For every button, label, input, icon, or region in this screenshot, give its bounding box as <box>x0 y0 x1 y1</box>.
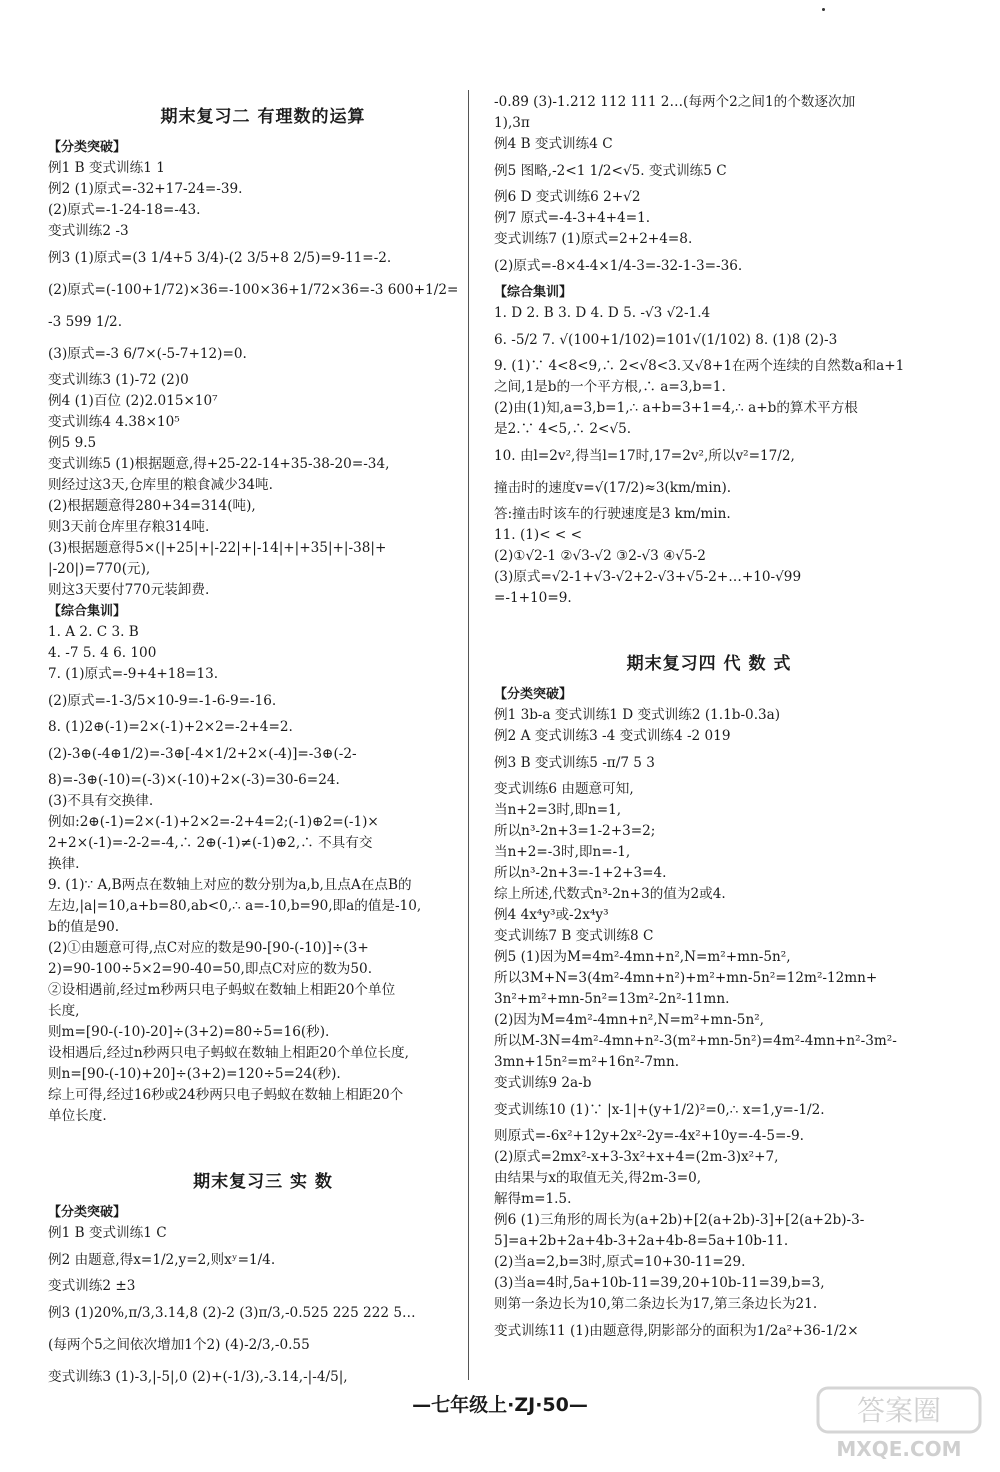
section-title-review-4: 期末复习四 代 数 式 <box>626 654 792 674</box>
watermark-top: 答案圈 <box>856 1394 942 1427</box>
text-line: (3)根据题意得5×(|+25|+|-22|+|-14|+|+35|+|-38|+ <box>48 540 387 556</box>
text-line: 【分类突破】 <box>494 687 573 702</box>
text-line: 11. (1)< < < <box>494 527 583 543</box>
text-line: 6. -5/2 7. √(100+1/102)=101√(1/102) 8. (1)8 (2)-3 <box>494 332 838 348</box>
text-line: 变式训练6 由题意可知, <box>494 781 634 797</box>
text-line: 变式训练7 B 变式训练8 C <box>494 928 654 944</box>
text-line: 例3 (1)原式=(3 1/4+5 3/4)-(2 3/5+8 2/5)=9-11=-2. <box>48 250 392 266</box>
text-line: 3mn+15n²=m²+16n²-7mn. <box>494 1054 680 1070</box>
text-line: 则原式=-6x²+12y+2x²-2y=-4x²+10y=-4-5=-9. <box>494 1128 804 1144</box>
text-line: 则3天前仓库里存粮314吨. <box>48 519 210 535</box>
text-line: (2)原式=-1-24-18=-43. <box>48 202 201 218</box>
text-line: 变式训练2 -3 <box>48 223 129 239</box>
text-line: 【分类突破】 <box>48 140 127 155</box>
text-line: 换律. <box>48 856 80 872</box>
right-column <box>494 92 924 1347</box>
text-line: (3)原式=√2-1+√3-√2+2-√3+√5-2+…+10-√99 <box>494 569 802 585</box>
text-line: 【综合集训】 <box>494 285 573 300</box>
text-line: -3 599 1/2. <box>48 314 123 330</box>
text-line: 4. -7 5. 4 6. 100 <box>48 645 157 661</box>
left-column <box>48 92 478 1393</box>
text-line: 例3 B 变式训练5 -π/7 5 3 <box>494 755 655 771</box>
text-line: (2)由(1)知,a=3,b=1,∴ a+b=3+1=4,∴ a+b的算术平方根 <box>494 400 858 416</box>
text-line: 10. 由l=2v²,得当l=17时,17=2v²,所以v²=17/2, <box>494 448 795 464</box>
text-line: 例如:2⊕(-1)=2×(-1)+2×2=-2+4=2;(-1)⊕2=(-1)× <box>48 814 379 830</box>
text-line: 综上所述,代数式n³-2n+3的值为2或4. <box>494 886 726 902</box>
text-line: 所以3M+N=3(4m²-4mn+n²)+m²+mn-5n²=12m²-12mn+ <box>494 970 878 986</box>
right-lines <box>494 92 924 609</box>
text-line: (2)原式=-8×4-4×1/4-3=-32-1-3=-36. <box>494 258 743 274</box>
text-line: |-20|)=770(元), <box>48 561 151 577</box>
corner-mark <box>822 8 825 11</box>
text-line: 变式训练3 (1)-3,|-5|,0 (2)+(-1/3),-3.14,-|-4/5|, <box>48 1369 348 1385</box>
right-lines-2 <box>494 684 924 1347</box>
text-line: (3)原式=-3 6/7×(-5-7+12)=0. <box>48 346 247 362</box>
text-line: 则n=[90-(-10)+20]÷(3+2)=120÷5=24(秒). <box>48 1066 341 1082</box>
page-footer: —七年级上·ZJ·50— <box>412 1394 588 1416</box>
text-line: (2)-3⊕(-4⊕1/2)=-3⊕[-4×1/2+2×(-4)]=-3⊕(-2- <box>48 746 357 762</box>
text-line: 8. (1)2⊕(-1)=2×(-1)+2×2=-2+4=2. <box>48 719 293 735</box>
text-line: 例3 (1)20%,π/3,3.14,8 (2)-2 (3)π/3,-0.525 225 222 5… <box>48 1305 416 1321</box>
text-line: 则第一条边长为10,第二条边长为17,第三条边长为21. <box>494 1296 818 1312</box>
text-line: 是2.∵ 4<5,∴ 2<√5. <box>494 421 632 437</box>
section-title-review-3: 期末复习三 实 数 <box>193 1172 333 1192</box>
text-line: (2)因为M=4m²-4mn+n²,N=m²+mn-5n², <box>494 1012 764 1028</box>
text-line: 综上可得,经过16秒或24秒两只电子蚂蚁在数轴上相距20个 <box>48 1087 404 1103</box>
text-line: 之间,1是b的一个平方根,∴ a=3,b=1. <box>494 379 726 395</box>
text-line: (3)不具有交换律. <box>48 793 154 809</box>
text-line: 9. (1)∵ A,B两点在数轴上对应的数分别为a,b,且点A在点B的 <box>48 877 412 893</box>
text-line: 7. (1)原式=-9+4+18=13. <box>48 666 219 682</box>
text-line: 所以n³-2n+3=1-2+3=2; <box>494 823 656 839</box>
text-line: (2)原式=-1-3/5×10-9=-1-6-9=-16. <box>48 693 277 709</box>
text-line: 例2 (1)原式=-32+17-24=-39. <box>48 181 243 197</box>
text-line: 当n+2=3时,即n=1, <box>494 802 622 818</box>
text-line: 则这3天要付770元装卸费. <box>48 582 210 598</box>
section-gap <box>494 609 924 639</box>
text-line: 8)=-3⊕(-10)=(-3)×(-10)+2×(-3)=30-6=24. <box>48 772 340 788</box>
text-line: 5]=a+2b+2a+4b-3+2a+4b-8=5a+10b-11. <box>494 1233 789 1249</box>
text-line: 变式训练3 (1)-72 (2)0 <box>48 372 189 388</box>
text-line: 单位长度. <box>48 1108 107 1124</box>
text-line: (2)根据题意得280+34=314(吨), <box>48 498 256 514</box>
watermark-logo <box>814 1384 984 1464</box>
text-line: 例4 B 变式训练4 C <box>494 136 613 152</box>
text-line: 1. D 2. B 3. D 4. D 5. -√3 √2-1.4 <box>494 305 711 321</box>
text-line: 当n+2=-3时,即n=-1, <box>494 844 631 860</box>
text-line: (2)①由题意可得,点C对应的数是90-[90-(-10)]÷(3+ <box>48 940 369 956</box>
text-line: =-1+10=9. <box>494 590 572 606</box>
text-line: (每两个5之间依次增加1个2) (4)-2/3,-0.55 <box>48 1337 310 1353</box>
text-line: 例6 (1)三角形的周长为(a+2b)+[2(a+2b)-3]+[2(a+2b)-3- <box>494 1212 865 1228</box>
text-line: 例5 图略,-2<1 1/2<√5. 变式训练5 C <box>494 163 727 179</box>
text-line: (3)当a=4时,5a+10b-11=39,20+10b-11=39,b=3, <box>494 1275 825 1291</box>
text-line: 变式训练5 (1)根据题意,得+25-22-14+35-38-20=-34, <box>48 456 390 472</box>
text-line: 例7 原式=-4-3+4+4=1. <box>494 210 651 226</box>
text-line: b的值是90. <box>48 919 120 935</box>
text-line: (2)原式=2mx²-x+3-3x²+x+4=(2m-3)x²+7, <box>494 1149 779 1165</box>
text-line: 则m=[90-(-10)-20]÷(3+2)=80÷5=16(秒). <box>48 1024 330 1040</box>
text-line: 长度, <box>48 1003 80 1019</box>
text-line: 2+2×(-1)=-2-2=-4,∴ 2⊕(-1)≠(-1)⊕2,∴ 不具有交 <box>48 835 373 851</box>
text-line: 则经过这3天,仓库里的粮食减少34吨. <box>48 477 273 493</box>
text-line: 【综合集训】 <box>48 604 127 619</box>
text-line: 例1 B 变式训练1 1 <box>48 160 165 176</box>
text-line: 由结果与x的取值无关,得2m-3=0, <box>494 1170 702 1186</box>
left-lines <box>48 137 478 1127</box>
section-title-review-2: 期末复习二 有理数的运算 <box>160 107 366 127</box>
text-line: 例5 9.5 <box>48 435 97 451</box>
text-line: 左边,|a|=10,a+b=80,ab<0,∴ a=-10,b=90,即a的值是-10, <box>48 898 422 914</box>
text-line: 所以M-3N=4m²-4mn+n²-3(m²+mn-5n²)=4m²-4mn+n²-3m²- <box>494 1033 897 1049</box>
text-line: 答:撞击时该车的行驶速度是3 km/min. <box>494 506 731 522</box>
watermark-bottom: MXQE.COM <box>836 1437 962 1461</box>
text-line: 2)=90-100÷5×2=90-40=50,即点C对应的数为50. <box>48 961 373 977</box>
text-line: (2)①√2-1 ②√3-√2 ③2-√3 ④√5-2 <box>494 548 706 564</box>
text-line: (2)当a=2,b=3时,原式=10+30-11=29. <box>494 1254 746 1270</box>
text-line: 解得m=1.5. <box>494 1191 572 1207</box>
text-line: 变式训练11 (1)由题意得,阴影部分的面积为1/2a²+36-1/2× <box>494 1323 859 1339</box>
text-line: 所以n³-2n+3=-1+2+3=4. <box>494 865 667 881</box>
text-line: 变式训练7 (1)原式=2+2+4=8. <box>494 231 693 247</box>
text-line: ②设相遇前,经过m秒两只电子蚂蚁在数轴上相距20个单位 <box>48 982 396 998</box>
text-line: 1),3π <box>494 115 530 131</box>
text-line: 【分类突破】 <box>48 1205 127 1220</box>
text-line: (2)原式=(-100+1/72)×36=-100×36+1/72×36=-3 600+1/2= <box>48 282 459 298</box>
left-lines-2 <box>48 1202 478 1393</box>
text-line: 例1 3b-a 变式训练1 D 变式训练2 (1.1b-0.3a) <box>494 707 781 723</box>
text-line: 例1 B 变式训练1 C <box>48 1225 167 1241</box>
section-gap <box>48 1127 478 1157</box>
text-line: 1. A 2. C 3. B <box>48 624 139 640</box>
text-line: 例5 (1)因为M=4m²-4mn+n²,N=m²+mn-5n², <box>494 949 791 965</box>
text-line: 变式训练10 (1)∵ |x-1|+(y+1/2)²=0,∴ x=1,y=-1/2. <box>494 1102 825 1118</box>
text-line: 例4 (1)百位 (2)2.015×10⁷ <box>48 393 218 409</box>
text-line: 9. (1)∵ 4<8<9,∴ 2<√8<3.又√8+1在两个连续的自然数a和a+1 <box>494 358 905 374</box>
text-line: 例6 D 变式训练6 2+√2 <box>494 189 641 205</box>
text-line: 变式训练2 ±3 <box>48 1278 136 1294</box>
text-line: 例2 A 变式训练3 -4 变式训练4 -2 019 <box>494 728 731 744</box>
text-line: 变式训练9 2a-b <box>494 1075 592 1091</box>
text-line: 例2 由题意,得x=1/2,y=2,则xʸ=1/4. <box>48 1252 276 1268</box>
text-line: 3n²+m²+mn-5n²=13m²-2n²-11mn. <box>494 991 730 1007</box>
text-line: -0.8̇9̇ (3)-1.212 112 111 2…(每两个2之间1的个数逐次加 <box>494 94 856 110</box>
text-line: 设相遇后,经过n秒两只电子蚂蚁在数轴上相距20个单位长度, <box>48 1045 409 1061</box>
text-line: 撞击时的速度v=√(17/2)≈3(km/min). <box>494 480 732 496</box>
text-line: 例4 4x⁴y³或-2x⁴y³ <box>494 907 609 923</box>
text-line: 变式训练4 4.38×10⁵ <box>48 414 180 430</box>
